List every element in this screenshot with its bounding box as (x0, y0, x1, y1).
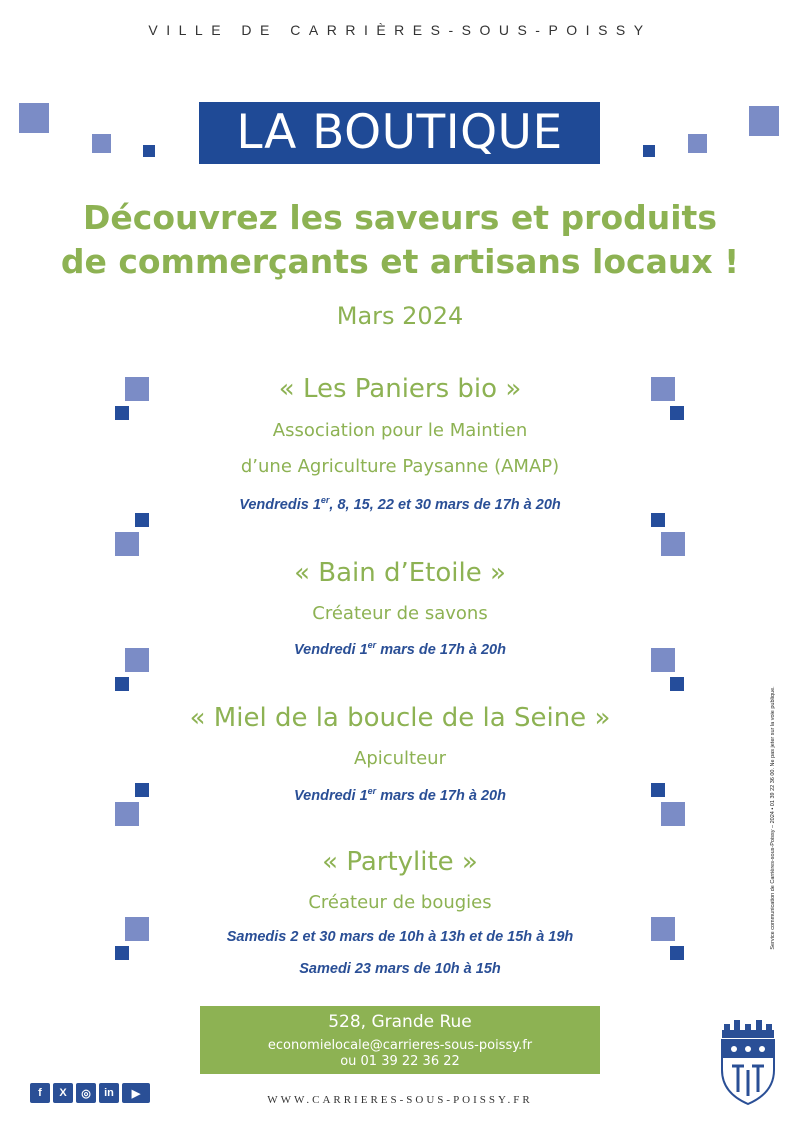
x-icon[interactable]: X (53, 1083, 73, 1103)
vendor-name: « Bain d’Etoile » (294, 558, 506, 588)
decor-square (92, 134, 111, 153)
decor-square (688, 134, 707, 153)
address: 528, Grande Rue (328, 1012, 472, 1032)
side-note: Service communication de Carrières-sous-Poissy – 2024 • 01 39 22 36 00. Ne pas jeter sur la voie publique. (770, 686, 776, 950)
decor-square (115, 802, 139, 826)
contact-box (200, 1006, 600, 1074)
vendor-schedule: Vendredi 1er mars de 17h à 20h (294, 640, 506, 658)
vendor-schedule: Vendredi 1er mars de 17h à 20h (294, 786, 506, 804)
month-label: Mars 2024 (336, 302, 464, 330)
decor-square (670, 677, 684, 691)
vendor-name: « Partylite » (322, 847, 478, 877)
decor-square (135, 513, 149, 527)
decor-square (651, 513, 665, 527)
decor-square (661, 532, 685, 556)
decor-square (670, 946, 684, 960)
decor-square (115, 677, 129, 691)
headline-line-2: de commerçants et artisans locaux ! (60, 242, 740, 281)
instagram-icon[interactable]: ◎ (76, 1083, 96, 1103)
headline-line-1: Découvrez les saveurs et produits (83, 198, 717, 237)
youtube-icon[interactable]: ▶ (122, 1083, 150, 1103)
vendor-schedule: Samedi 23 mars de 10h à 15h (299, 961, 501, 977)
vendor-name: « Miel de la boucle de la Seine » (189, 703, 611, 733)
facebook-icon[interactable]: f (30, 1083, 50, 1103)
email-link[interactable]: economielocale@carrieres-sous-poissy.fr (267, 1038, 533, 1053)
decor-square (143, 145, 155, 157)
decor-square (19, 103, 49, 133)
decor-square (115, 532, 139, 556)
decor-square (115, 946, 129, 960)
decor-square (115, 406, 129, 420)
website-link[interactable]: WWW.CARRIERES-SOUS-POISSY.FR (267, 1094, 533, 1106)
vendor-description: Association pour le Maintien (272, 420, 528, 441)
decor-square (670, 406, 684, 420)
decor-square (749, 106, 779, 136)
vendor-description: Créateur de savons (312, 603, 488, 624)
vendor-name: « Les Paniers bio » (278, 374, 522, 404)
vendor-description: Apiculteur (354, 748, 446, 769)
vendor-description: d’une Agriculture Paysanne (AMAP) (240, 456, 560, 477)
headline (0, 196, 800, 284)
decor-square (661, 802, 685, 826)
vendor-schedule: Vendredis 1er, 8, 15, 22 et 30 mars de 17h à 20h (239, 495, 561, 513)
coat-of-arms-logo (718, 1020, 778, 1106)
phone-number: ou 01 39 22 36 22 (340, 1054, 460, 1069)
vendor-description: Créateur de bougies (308, 892, 492, 913)
town-name: VILLE DE CARRIÈRES-SOUS-POISSY (148, 22, 652, 38)
linkedin-icon[interactable]: in (99, 1083, 119, 1103)
decor-square (643, 145, 655, 157)
page-title: LA BOUTIQUE (199, 102, 600, 164)
vendor-schedule: Samedis 2 et 30 mars de 10h à 13h et de 15h à 19h (226, 929, 574, 945)
